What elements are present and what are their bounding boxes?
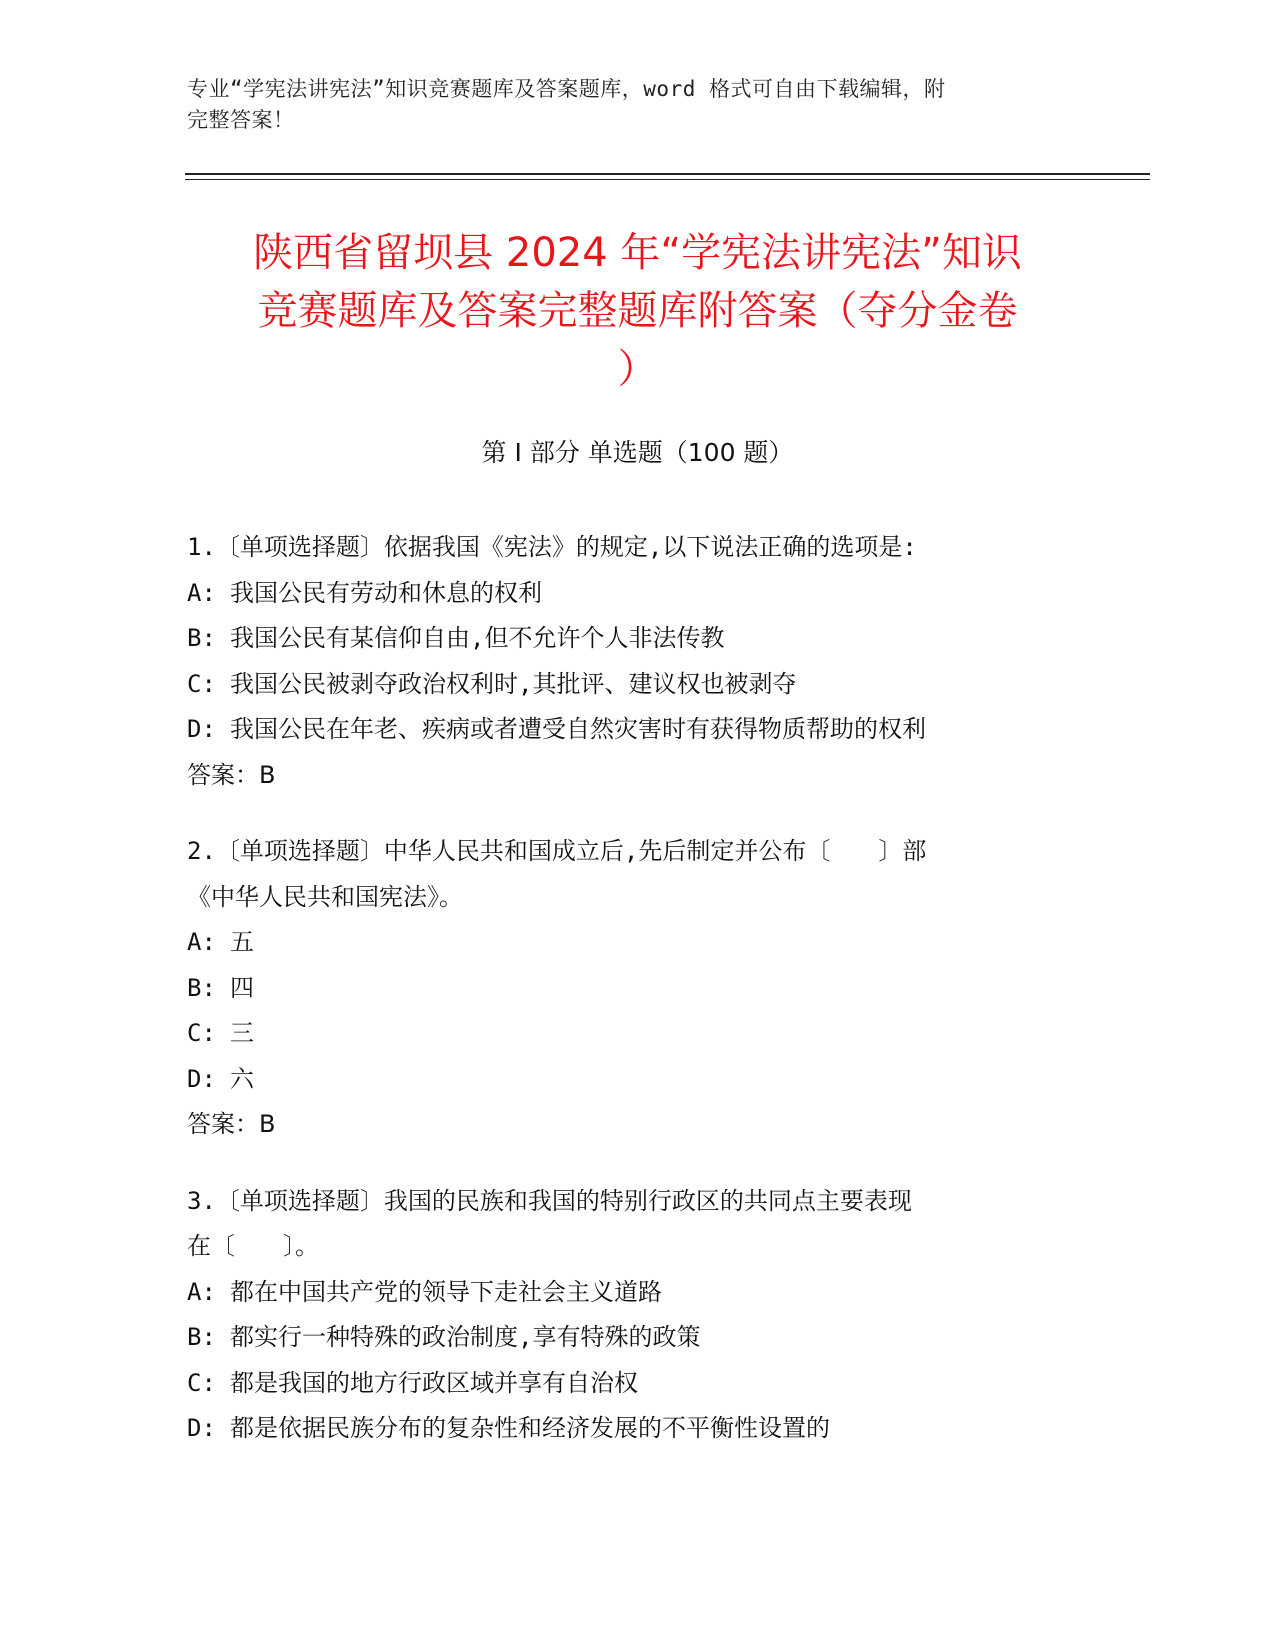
- option-a: [187, 571, 1067, 617]
- option-letter: A:: [187, 928, 216, 956]
- section-title: 第 I 部分 单选题（100 题）: [481, 438, 794, 467]
- option-b: [187, 966, 1067, 1012]
- option-letter: C:: [187, 669, 216, 698]
- option-text: 我国公民在年老、疾病或者遭受自然灾害时有获得物质帮助的权利: [230, 715, 926, 743]
- option-d: [187, 707, 1067, 753]
- option-letter: D:: [187, 1064, 216, 1093]
- option-text: 我国公民有某信仰自由,但不允许个人非法传教: [230, 624, 725, 652]
- option-text: 都是依据民族分布的复杂性和经济发展的不平衡性设置的: [230, 1414, 830, 1442]
- option-text: 五: [230, 928, 254, 956]
- option-text: 我国公民被剥夺政治权利时,其批评、建议权也被剥夺: [230, 669, 797, 698]
- option-a: [187, 1270, 1067, 1316]
- option-letter: A:: [187, 578, 216, 607]
- question-list: [187, 525, 1067, 1483]
- question-stem-line: 在〔 〕。: [187, 1232, 319, 1260]
- option-text: 都是我国的地方行政区域并享有自治权: [230, 1368, 638, 1397]
- header-note-line-2: 完整答案！: [187, 108, 295, 132]
- document-title-line-1: 陕西省留坝县 2024 年“学宪法讲宪法”知识: [253, 230, 1022, 276]
- option-letter: C:: [187, 1368, 216, 1397]
- header-note-line-1: 专业“学宪法讲宪法”知识竞赛题库及答案题库，word 格式可自由下载编辑，附: [187, 77, 946, 101]
- option-letter: C:: [187, 1019, 216, 1047]
- answer-line: 答案：B: [187, 1110, 276, 1138]
- header-divider-thin: [185, 179, 1150, 180]
- question-stem: [187, 1179, 1067, 1270]
- option-a: [187, 920, 1067, 966]
- option-b: [187, 616, 1067, 662]
- question-1: [187, 525, 1067, 798]
- option-text: 都在中国共产党的领导下走社会主义道路: [230, 1277, 662, 1306]
- option-text: 我国公民有劳动和休息的权利: [230, 578, 542, 607]
- question-2: [187, 829, 1067, 1148]
- question-stem: [187, 829, 1067, 920]
- document-title-line-2: 竞赛题库及答案完整题库附答案（夺分金卷: [257, 288, 1018, 334]
- option-d: [187, 1406, 1067, 1452]
- document-title-line-3: ）: [617, 346, 658, 392]
- option-letter: B:: [187, 1323, 216, 1351]
- option-text: 都实行一种特殊的政治制度,享有特殊的政策: [230, 1323, 701, 1351]
- option-letter: A:: [187, 1277, 216, 1306]
- option-b: [187, 1315, 1067, 1361]
- question-stem-line: 3.〔单项选择题〕我国的民族和我国的特别行政区的共同点主要表现: [187, 1186, 912, 1215]
- option-c: [187, 1361, 1067, 1407]
- option-text: 三: [230, 1019, 254, 1047]
- header-note: [187, 74, 1067, 136]
- option-letter: B:: [187, 624, 216, 652]
- option-text: 六: [230, 1064, 254, 1093]
- option-text: 四: [230, 973, 254, 1002]
- option-letter: B:: [187, 973, 216, 1002]
- question-stem-line: 2.〔单项选择题〕中华人民共和国成立后,先后制定并公布〔 〕部: [187, 837, 927, 865]
- header-divider-thick: [185, 173, 1150, 175]
- option-d: [187, 1057, 1067, 1103]
- question-3: [187, 1179, 1067, 1452]
- option-c: [187, 1011, 1067, 1057]
- question-stem-line: 《中华人民共和国宪法》。: [187, 882, 463, 911]
- option-c: [187, 662, 1067, 708]
- option-letter: D:: [187, 715, 216, 743]
- question-stem-line: 1.〔单项选择题〕依据我国《宪法》的规定,以下说法正确的选项是:: [187, 533, 917, 561]
- answer-line: 答案：B: [187, 760, 276, 789]
- question-stem: [187, 525, 1067, 571]
- document-title: [170, 224, 1105, 398]
- option-letter: D:: [187, 1414, 216, 1442]
